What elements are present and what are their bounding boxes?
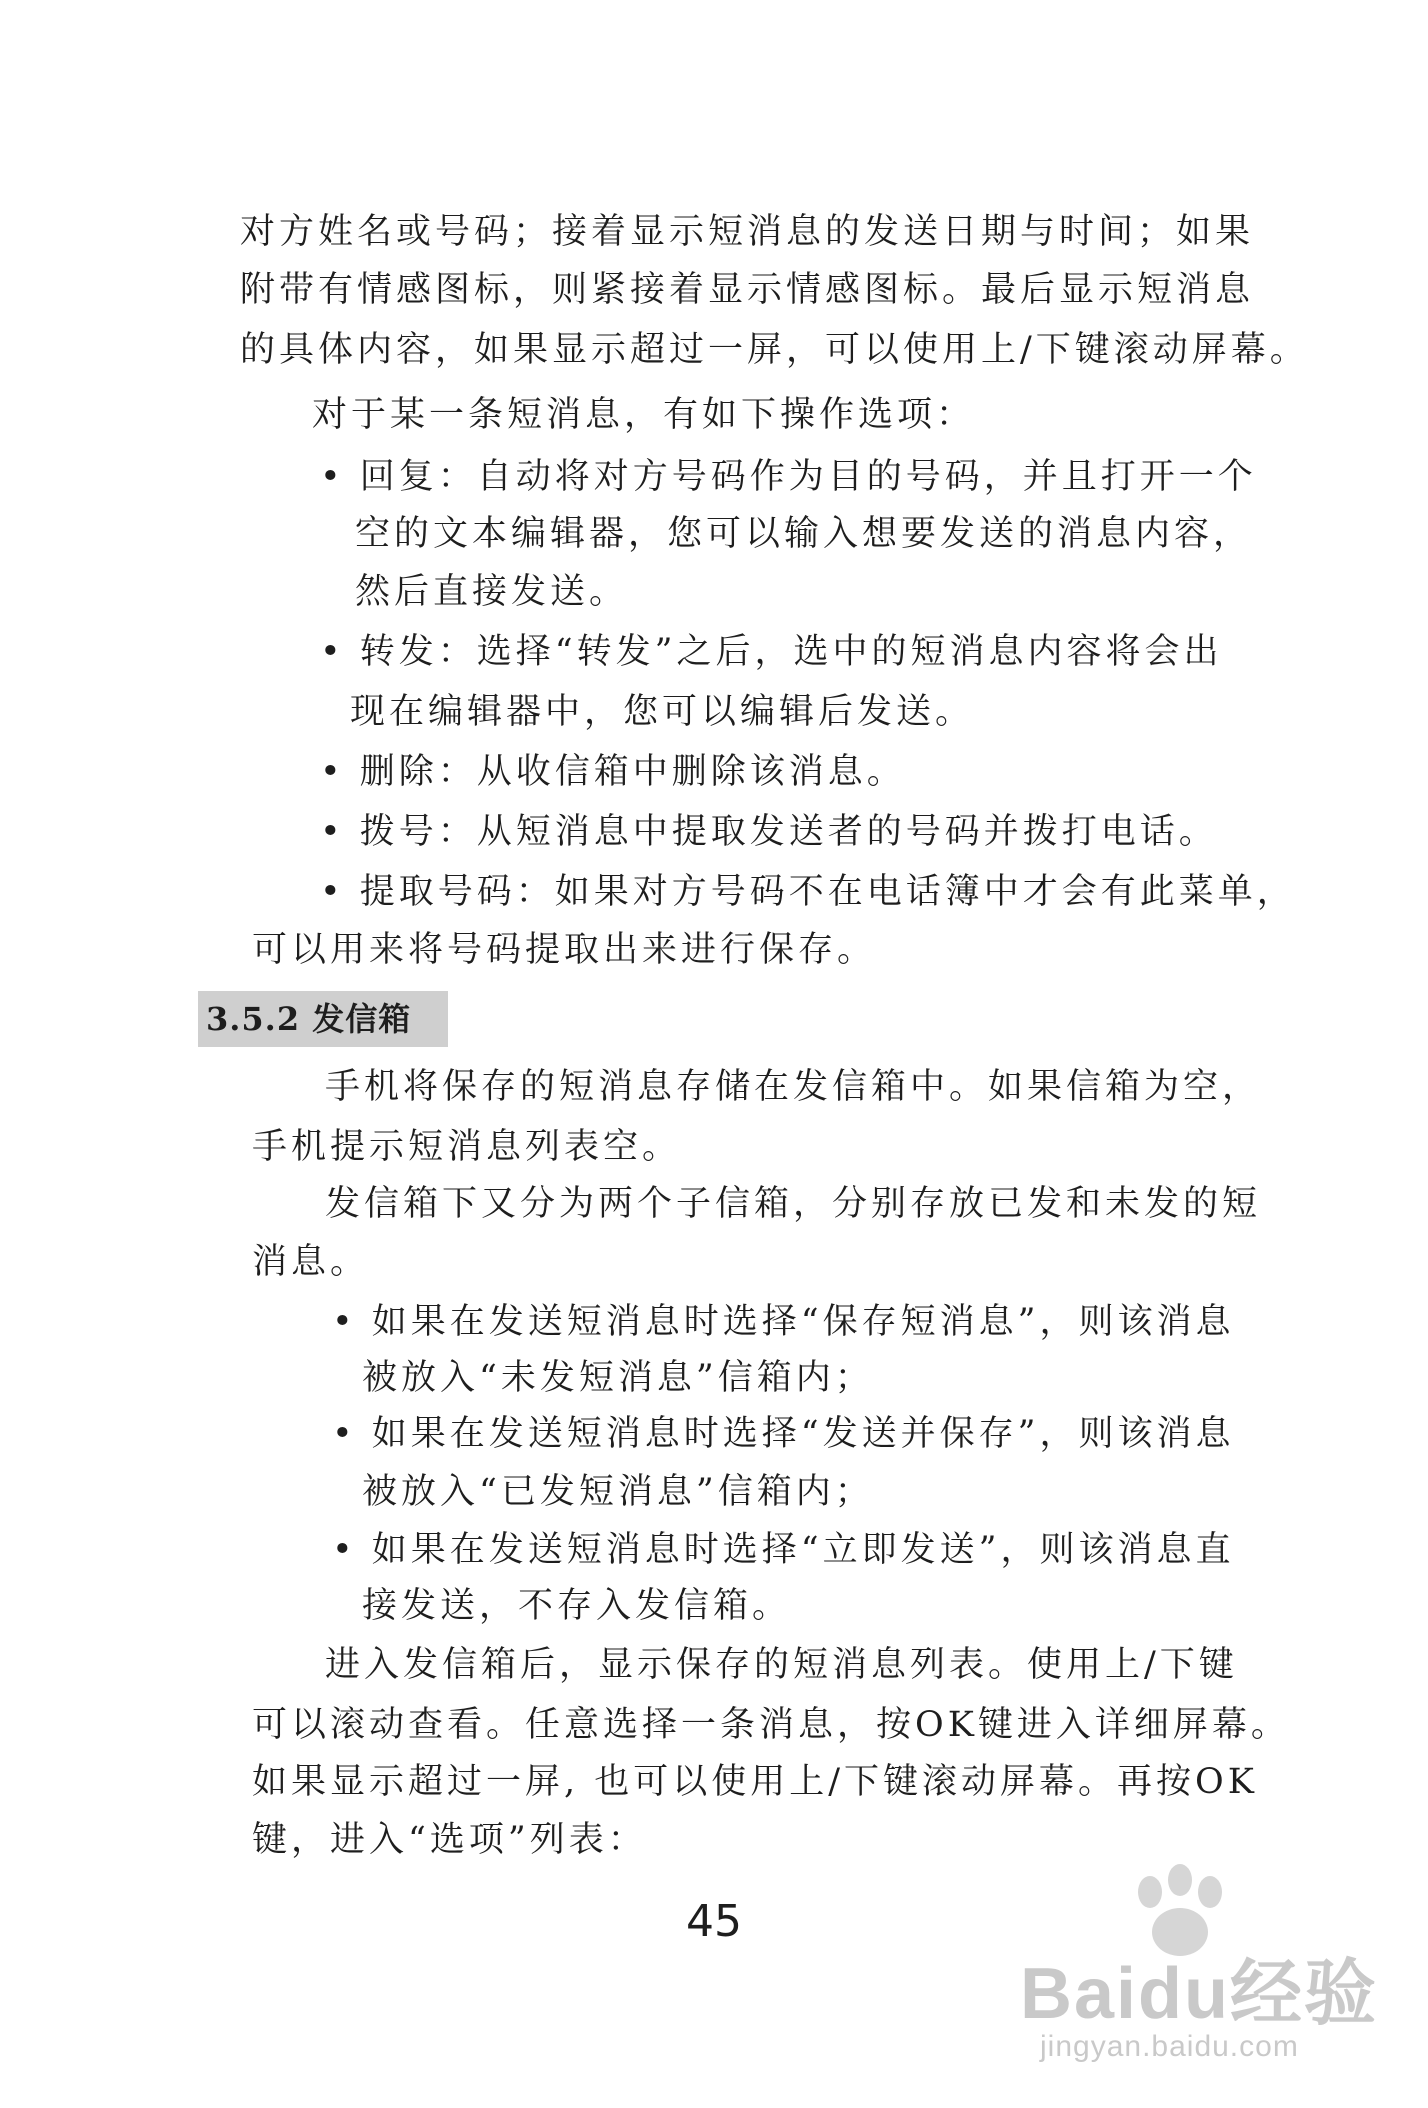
text-line: 消息。 (252, 1242, 370, 1282)
text-line: 手机提示短消息列表空。 (252, 1127, 682, 1167)
watermark-url: jingyan.baidu.com (1040, 2030, 1299, 2063)
section-heading: 3.5.2 发信箱 (198, 991, 448, 1047)
list-item: • 如果在发送短消息时选择“立即发送”，则该消息直 (332, 1530, 1235, 1570)
text-line: 如果显示超过一屏, 也可以使用上/下键滚动屏幕。再按OK (252, 1762, 1258, 1802)
text-line: 被放入“未发短消息”信箱内； (362, 1358, 874, 1398)
text-line: 键，进入“选项”列表： (252, 1820, 647, 1860)
list-item: • 删除：从收信箱中删除该消息。 (320, 752, 906, 792)
text-line: 现在编辑器中，您可以编辑后发送。 (350, 692, 975, 732)
list-item: • 拨号：从短消息中提取发送者的号码并拨打电话。 (320, 812, 1218, 852)
text-line: 对方姓名或号码；接着显示短消息的发送日期与时间；如果 (240, 212, 1255, 252)
text-line: 然后直接发送。 (355, 572, 629, 612)
list-item: • 如果在发送短消息时选择“保存短消息”，则该消息 (332, 1302, 1235, 1342)
text-line: 可以用来将号码提取出来进行保存。 (252, 930, 877, 970)
text-line: 手机将保存的短消息存储在发信箱中。如果信箱为空， (325, 1067, 1262, 1107)
list-item: • 提取号码：如果对方号码不在电话簿中才会有此菜单， (320, 872, 1296, 912)
text-line: 进入发信箱后，显示保存的短消息列表。使用上/下键 (325, 1645, 1238, 1685)
text-line: 被放入“已发短消息”信箱内； (362, 1472, 874, 1512)
text-line: 空的文本编辑器，您可以输入想要发送的消息内容， (355, 514, 1253, 554)
text-line: 附带有情感图标，则紧接着显示情感图标。最后显示短消息 (240, 270, 1255, 310)
page-number: 45 (686, 1896, 742, 1947)
text-line: 可以滚动查看。任意选择一条消息，按OK键进入详细屏幕。 (252, 1705, 1290, 1745)
text-line: 的具体内容，如果显示超过一屏，可以使用上/下键滚动屏幕。 (240, 330, 1309, 370)
text-line: 发信箱下又分为两个子信箱，分别存放已发和未发的短 (325, 1184, 1262, 1224)
text-line: 接发送，不存入发信箱。 (362, 1586, 792, 1626)
text-line: 对于某一条短消息，有如下操作选项： (312, 395, 976, 435)
list-item: • 如果在发送短消息时选择“发送并保存”，则该消息 (332, 1414, 1235, 1454)
list-item: • 转发：选择“转发”之后，选中的短消息内容将会出 (320, 632, 1223, 672)
watermark-logo: Baidu经验 (1020, 1954, 1379, 2034)
list-item: • 回复：自动将对方号码作为目的号码，并且打开一个 (320, 457, 1257, 497)
